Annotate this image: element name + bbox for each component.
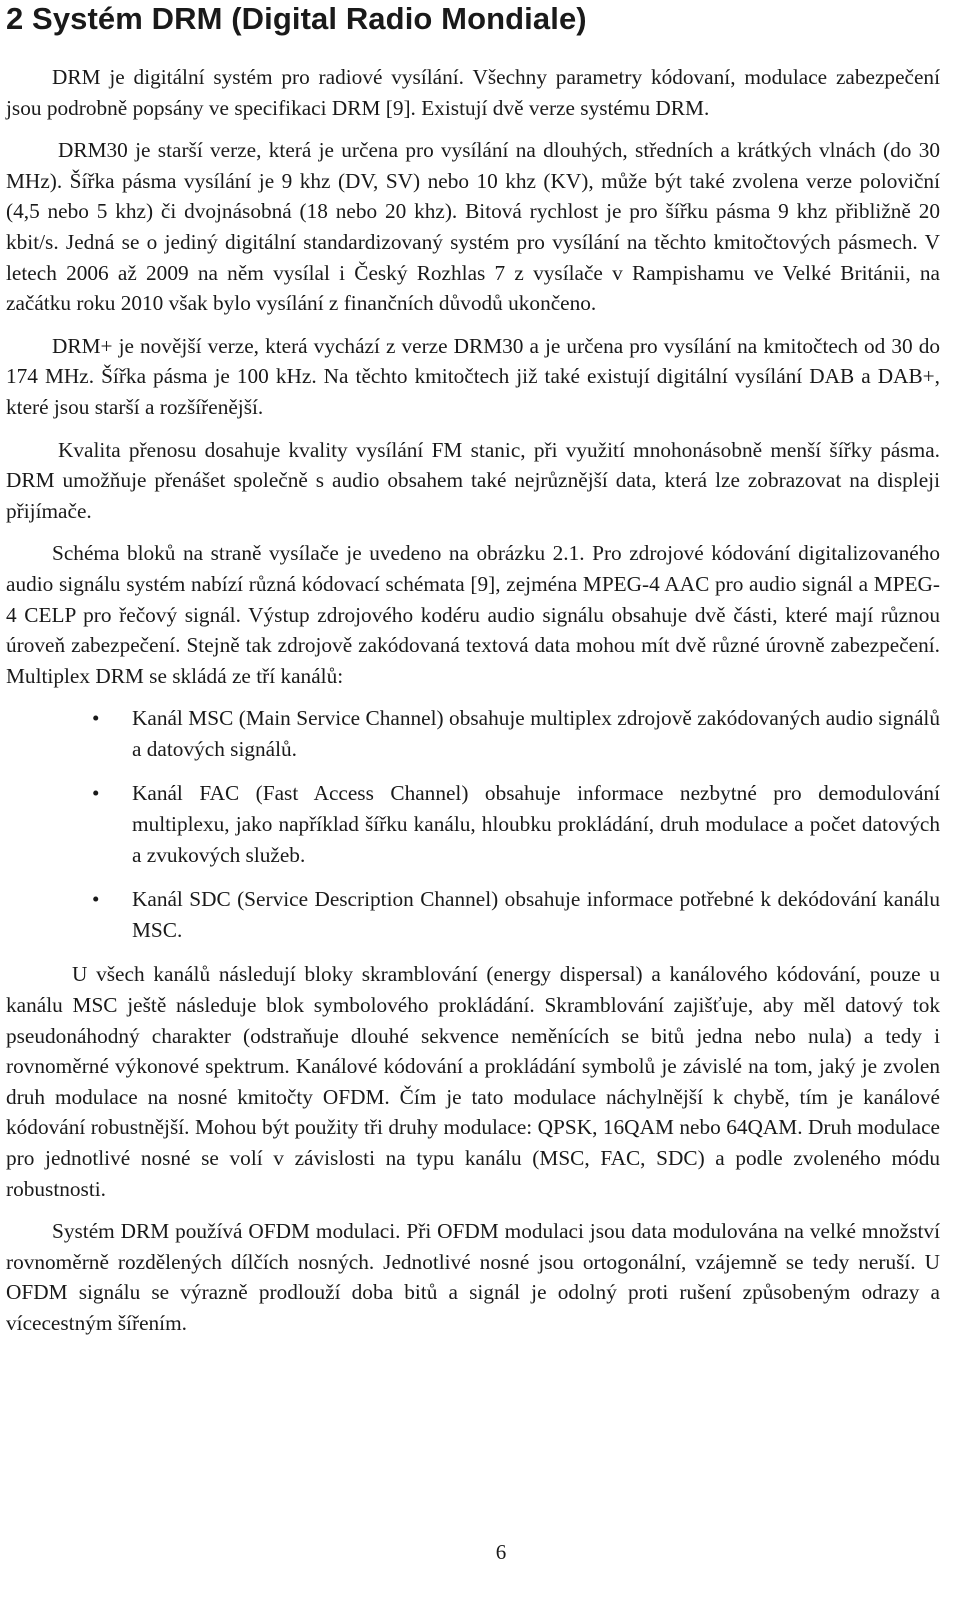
list-item-text: Kanál FAC (Fast Access Channel) obsahuje informace nezbytné pro demodulování multiplexu, jako například šířku kanálu, hloubku prokládání, druh modulace a počet datových a zvukových služeb. [132, 781, 940, 867]
bullet-icon: • [92, 887, 100, 912]
paragraph-ofdm: Systém DRM používá OFDM modulaci. Při OFDM modulaci jsou data modulována na velké množství rovnoměrně rozdělených dílčích nosných. Jednotlivé nosné jsou ortogonální, vzájemně se tedy neruší. U OFDM signálu se výrazně prodlouží doba bitů a signál je odolný proti rušení způsobeným odrazy a vícecestným šířením. [6, 1219, 940, 1335]
list-item [6, 778, 940, 870]
paragraph-drm30: DRM30 je starší verze, která je určena pro vysílání na dlouhých, středních a krátkých vlnách (do 30 MHz). Šířka pásma vysílání je 9 khz (DV, SV) nebo 10 khz (KV), může být také zvolena verze poloviční (4,5 nebo 5 khz) či dvojnásobná (18 nebo 20 khz). Bitová rychlost je pro šířku pásma 9 khz přibližně 20 kbit/s. Jedná se o jediný digitální standardizovaný systém pro vysílání na těchto kmitočtových pásmech. V letech 2006 až 2009 na něm vysílal i Český Rozhlas 7 z vysílače v Rampishamu ve Velké Británii, na začátku roku 2010 však bylo vysílání z finančních důvodů ukončeno. [6, 138, 940, 316]
paragraph-drm-plus: DRM+ je novější verze, která vychází z verze DRM30 a je určena pro vysílání na kmitočtech od 30 do 174 MHz. Šířka pásma je 100 kHz. Na těchto kmitočtech již také existují digitální vysílání DAB a DAB+, které jsou starší a rozšířenější. [6, 333, 940, 419]
channel-list [6, 703, 940, 945]
body-text [6, 62, 940, 1351]
page-number: 6 [495, 1540, 507, 1564]
paragraph-scrambling: U všech kanálů následují bloky skramblování (energy dispersal) a kanálového kódování, pouze u kanálu MSC ještě následuje blok symbolového prokládání. Skramblování zajišťuje, aby měl datový tok pseudonáhodný charakter (odstraňuje dlouhé sekvence neměnících se bitů jedna nebo nula) a tedy i rovnoměrné výkonové spektrum. Kanálové kódování a prokládání symbolů je závislé na tom, jaký je zvolen druh modulace na nosné kmitočty OFDM. Čím je tato modulace náchylnější k chybě, tím je kanálové kódování robustnější. Mohou být použity tři druhy modulace: QPSK, 16QAM nebo 64QAM. Druh modulace pro jednotlivé nosné se volí v závislosti na typu kanálu (MSC, FAC, SDC) a podle zvoleného módu robustnosti. [6, 962, 940, 1201]
paragraph-intro: DRM je digitální systém pro radiové vysílání. Všechny parametry kódovaní, modulace zabezpečení jsou podrobně popsány ve specifikaci DRM [9]. Existují dvě verze systému DRM. [6, 65, 940, 120]
list-item-text: Kanál MSC (Main Service Channel) obsahuje multiplex zdrojově zakódovaných audio signálů a datových signálů. [132, 706, 940, 761]
section-heading: 2 Systém DRM (Digital Radio Mondiale) [6, 1, 587, 36]
list-item-text: Kanál SDC (Service Description Channel) obsahuje informace potřebné k dekódování kanálu MSC. [132, 887, 940, 942]
bullet-icon: • [92, 706, 100, 731]
list-item [6, 884, 940, 945]
list-item [6, 703, 940, 764]
paragraph-quality: Kvalita přenosu dosahuje kvality vysílání FM stanic, při využití mnohonásobně menší šířky pásma. DRM umožňuje přenášet společně s audio obsahem také nejrůznější data, která lze zobrazovat na displeji přijímače. [6, 437, 940, 523]
bullet-icon: • [92, 781, 100, 806]
paragraph-block-scheme: Schéma bloků na straně vysílače je uvedeno na obrázku 2.1. Pro zdrojové kódování digitalizovaného audio signálu systém nabízí různá kódovací schémata [9], zejména MPEG-4 AAC pro audio signál a MPEG-4 CELP pro řečový signál. Výstup zdrojového kodéru audio signálu obsahuje dvě části, které mají různou úroveň zabezpečení. Stejně tak zdrojově zakódovaná textová data mohou mít dvě různé úrovně zabezpečení. Multiplex DRM se skládá ze tří kanálů: [6, 541, 940, 688]
